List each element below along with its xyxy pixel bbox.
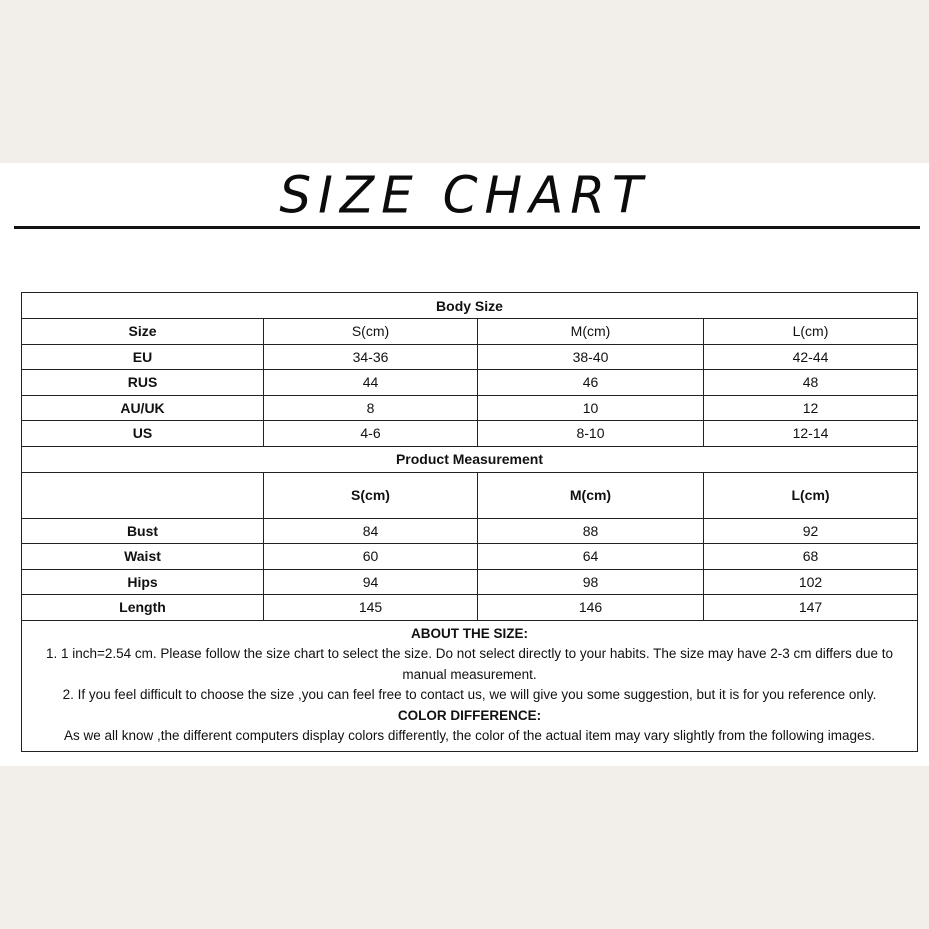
row-label-bust: Bust <box>22 518 264 544</box>
table-cell: 38-40 <box>478 344 704 370</box>
table-cell: 102 <box>704 569 918 595</box>
table-cell: 84 <box>264 518 478 544</box>
table-row <box>22 569 918 595</box>
row-label-eu: EU <box>22 344 264 370</box>
table-cell: 44 <box>264 370 478 396</box>
size-chart-panel <box>0 163 929 766</box>
table-row <box>22 421 918 447</box>
header-cell-l: L(cm) <box>704 319 918 345</box>
table-row <box>22 370 918 396</box>
table-cell: 92 <box>704 518 918 544</box>
color-difference-heading: COLOR DIFFERENCE: <box>397 707 542 723</box>
table-cell: 12-14 <box>704 421 918 447</box>
body-size-section-row <box>22 293 918 319</box>
product-measurement-header-row <box>22 472 918 518</box>
table-cell: 46 <box>478 370 704 396</box>
table-cell: 88 <box>478 518 704 544</box>
row-label-length: Length <box>22 595 264 621</box>
about-size-note-2: 2. If you feel difficult to choose the size ,you can feel free to contact us, we will give you some suggestion, but it is for you reference only. <box>62 687 877 702</box>
about-size-note-1: 1. 1 inch=2.54 cm. Please follow the size chart to select the size. Do not select directly to your habits. The size may have 2-3 cm differs due to manual measurement. <box>45 646 894 682</box>
table-cell: 146 <box>478 595 704 621</box>
table-row <box>22 544 918 570</box>
table-cell: 48 <box>704 370 918 396</box>
body-size-section-label: Body Size <box>22 293 918 319</box>
header-cell-empty <box>22 472 264 518</box>
header-cell-m: M(cm) <box>478 472 704 518</box>
table-cell: 4-6 <box>264 421 478 447</box>
header-cell-m: M(cm) <box>478 319 704 345</box>
table-row <box>22 595 918 621</box>
table-row <box>22 395 918 421</box>
table-cell: 145 <box>264 595 478 621</box>
notes-cell <box>22 620 918 751</box>
header-cell-l: L(cm) <box>704 472 918 518</box>
table-cell: 68 <box>704 544 918 570</box>
size-chart-table <box>21 292 918 752</box>
color-difference-note: As we all know ,the different computers display colors differently, the color of the actual item may vary slightly from the following images. <box>63 728 876 743</box>
row-label-hips: Hips <box>22 569 264 595</box>
table-cell: 8-10 <box>478 421 704 447</box>
table-row <box>22 518 918 544</box>
title-underline <box>14 226 920 229</box>
row-label-rus: RUS <box>22 370 264 396</box>
row-label-waist: Waist <box>22 544 264 570</box>
header-cell-s: S(cm) <box>264 472 478 518</box>
table-row <box>22 344 918 370</box>
table-cell: 98 <box>478 569 704 595</box>
about-size-heading: ABOUT THE SIZE: <box>411 625 528 641</box>
body-size-header-row <box>22 319 918 345</box>
product-measurement-section-label: Product Measurement <box>22 446 918 472</box>
table-cell: 147 <box>704 595 918 621</box>
header-cell-size: Size <box>22 319 264 345</box>
table-cell: 8 <box>264 395 478 421</box>
table-cell: 94 <box>264 569 478 595</box>
header-cell-s: S(cm) <box>264 319 478 345</box>
size-chart-title: SIZE CHART <box>279 165 650 225</box>
table-cell: 60 <box>264 544 478 570</box>
table-cell: 64 <box>478 544 704 570</box>
row-label-us: US <box>22 421 264 447</box>
row-label-au-uk: AU/UK <box>22 395 264 421</box>
notes-row <box>22 620 918 751</box>
table-cell: 34-36 <box>264 344 478 370</box>
table-cell: 12 <box>704 395 918 421</box>
table-cell: 42-44 <box>704 344 918 370</box>
product-measurement-section-row <box>22 446 918 472</box>
table-cell: 10 <box>478 395 704 421</box>
